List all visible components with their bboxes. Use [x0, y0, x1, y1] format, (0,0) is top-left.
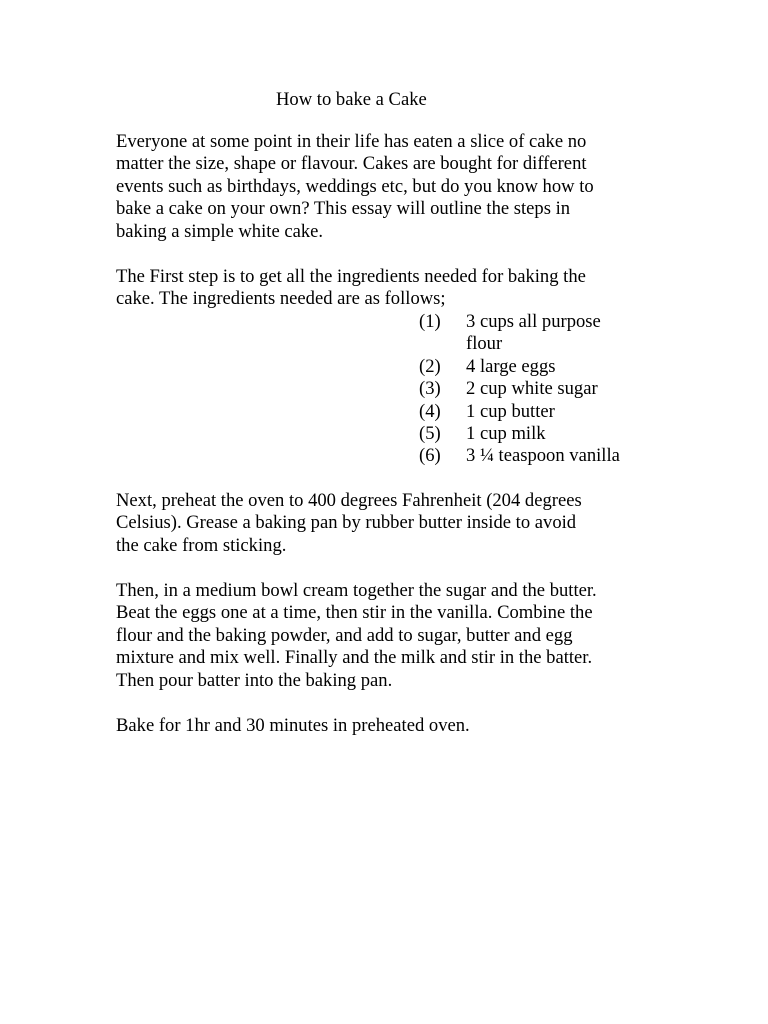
- ingredient-text: 1 cup milk: [466, 422, 546, 444]
- ingredient-number: (1): [419, 311, 441, 332]
- ingredient-number: (6): [419, 445, 441, 467]
- ingredient-item: [0, 378, 768, 400]
- ingredient-text: 3 ¼ teaspoon vanilla: [466, 445, 620, 467]
- paragraph-line: flour and the baking powder, and add to sugar, butter and egg: [116, 624, 573, 646]
- paragraph-line: bake a cake on your own? This essay will outline the steps in: [116, 198, 571, 220]
- paragraph-line: The First step is to get all the ingredients needed for baking the: [116, 266, 586, 287]
- paragraph-line: mixture and mix well. Finally and the milk and stir in the batter.: [116, 647, 593, 669]
- paragraph-line: matter the size, shape or flavour. Cakes are bought for different: [116, 153, 587, 175]
- ingredient-text: 2 cup white sugar: [466, 378, 598, 400]
- paragraph-line: Celsius). Grease a baking pan by rubber butter inside to avoid: [116, 512, 577, 534]
- paragraph-line: Next, preheat the oven to 400 degrees Fahrenheit (204 degrees: [116, 490, 582, 511]
- ingredient-number: (4): [419, 400, 441, 422]
- paragraph-line: Everyone at some point in their life has eaten a slice of cake no: [116, 131, 587, 152]
- intro-paragraph: [116, 131, 656, 243]
- bake-paragraph: [116, 715, 656, 737]
- paragraph-line: the cake from sticking.: [116, 534, 287, 556]
- ingredient-number: (3): [419, 378, 441, 400]
- paragraph-line: events such as birthdays, weddings etc, but do you know how to: [116, 175, 594, 197]
- paragraph-line: baking a simple white cake.: [116, 220, 324, 242]
- ingredient-text: 3 cups all purpose flour: [466, 311, 601, 355]
- paragraph-line: Then, in a medium bowl cream together the sugar and the butter.: [116, 580, 597, 601]
- mixing-paragraph: [116, 580, 656, 692]
- ingredient-text: 1 cup butter: [466, 400, 555, 422]
- first-step-paragraph: [116, 266, 656, 311]
- ingredient-number: (2): [419, 355, 441, 377]
- document-title: How to bake a Cake: [276, 89, 427, 110]
- ingredient-text: 4 large eggs: [466, 355, 556, 377]
- paragraph-line: Then pour batter into the baking pan.: [116, 669, 393, 691]
- preheat-paragraph: [116, 490, 656, 557]
- ingredient-item: [0, 401, 768, 423]
- ingredient-item: [0, 423, 768, 445]
- ingredient-item: [0, 445, 768, 467]
- paragraph-line: Beat the eggs one at a time, then stir in the vanilla. Combine the: [116, 602, 593, 624]
- ingredient-item: [0, 311, 768, 356]
- ingredient-item: [0, 356, 768, 378]
- paragraph-line: Bake for 1hr and 30 minutes in preheated oven.: [116, 715, 470, 736]
- ingredient-number: (5): [419, 422, 441, 444]
- paragraph-line: cake. The ingredients needed are as follows;: [116, 288, 446, 310]
- ingredients-list: [0, 311, 768, 468]
